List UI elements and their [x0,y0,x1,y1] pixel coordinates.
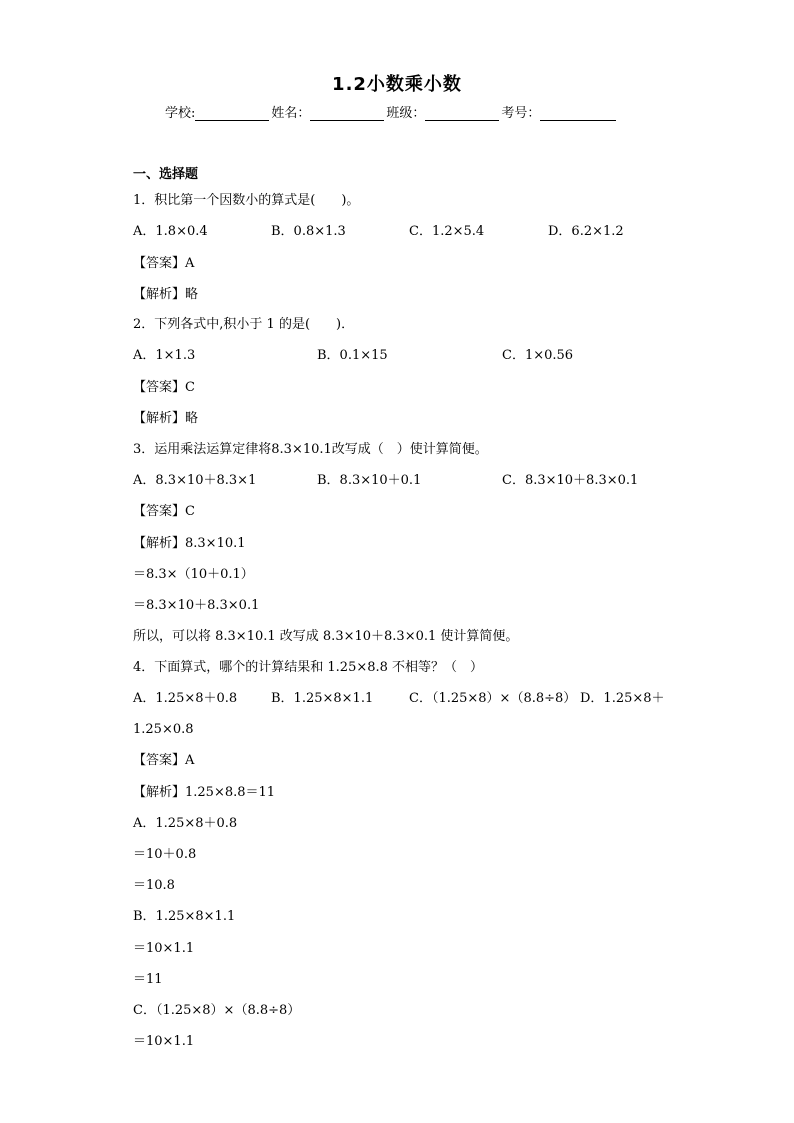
q4-analysis-line-9: ＝10×1.1 [133,1034,195,1049]
q4-analysis-line-1: 【解析】1.25×8.8＝11 [133,785,276,800]
q4-analysis-line-6: ＝10×1.1 [133,941,195,956]
q3-analysis-line-1: 【解析】8.3×10.1 [133,536,246,551]
q4-analysis-line-8: C．（1.25×8）×（8.8÷8） [133,1003,301,1018]
q1-option-c: C．1.2×5.4 [409,224,485,239]
q1-answer: 【答案】A [133,256,195,271]
q4-option-a: A．1.25×8＋0.8 [133,691,238,706]
q3-option-c: C．8.3×10＋8.3×0.1 [502,473,639,488]
q3-analysis-line-4: 所以，可以将 8.3×10.1 改写成 8.3×10＋8.3×0.1 使计算简便。 [133,629,519,644]
question-2-stem: 2．下列各式中,积小于 1 的是( )． [133,317,355,332]
section-heading: 一、选择题 [133,167,199,182]
page-title: 1.2小数乘小数 [332,74,462,95]
q3-answer: 【答案】C [133,504,195,519]
q4-option-b: B．1.25×8×1.1 [271,691,374,706]
q3-option-b: B．8.3×10＋0.1 [317,473,422,488]
q1-option-a: A．1.8×0.4 [133,224,208,239]
q4-option-d: D．1.25×8＋ [580,691,665,706]
class-label: 班级： [386,106,426,121]
q2-option-c: C．1×0.56 [502,348,574,363]
q4-analysis-line-7: ＝11 [133,972,163,987]
q1-analysis: 【解析】略 [133,287,199,302]
school-label: 学校: [165,106,196,121]
q4-analysis-line-4: ＝10.8 [133,878,175,893]
q4-answer: 【答案】A [133,753,195,768]
school-blank [195,106,269,121]
name-label: 姓名： [271,106,311,121]
question-3-stem: 3．运用乘法运算定律将8.3×10.1改写成（ ）使计算简便。 [133,442,488,457]
q1-option-b: B．0.8×1.3 [271,224,346,239]
class-blank [425,106,499,121]
q1-option-d: D．6.2×1.2 [548,224,624,239]
question-1-stem: 1．积比第一个因数小的算式是( )。 [133,193,360,208]
q4-analysis-line-2: A．1.25×8＋0.8 [133,816,238,831]
number-label: 考号： [501,106,541,121]
q2-option-a: A．1×1.3 [133,348,196,363]
number-blank [540,106,616,121]
q2-answer: 【答案】C [133,380,195,395]
q4-option-c: C．（1.25×8）×（8.8÷8） [409,691,577,706]
name-blank [310,106,384,121]
question-4-stem: 4．下面算式，哪个的计算结果和 1.25×8.8 不相等？（ ） [133,660,484,675]
q2-option-b: B．0.1×15 [317,348,388,363]
q3-analysis-line-3: ＝8.3×10＋8.3×0.1 [133,598,260,613]
q4-analysis-line-5: B．1.25×8×1.1 [133,909,236,924]
q4-option-d-continued: 1.25×0.8 [133,722,194,737]
q3-option-a: A．8.3×10＋8.3×1 [133,473,257,488]
q4-analysis-line-3: ＝10＋0.8 [133,847,197,862]
student-info-row [165,102,618,121]
q3-analysis-line-2: ＝8.3×（10＋0.1） [133,567,254,582]
q2-analysis: 【解析】略 [133,411,199,426]
